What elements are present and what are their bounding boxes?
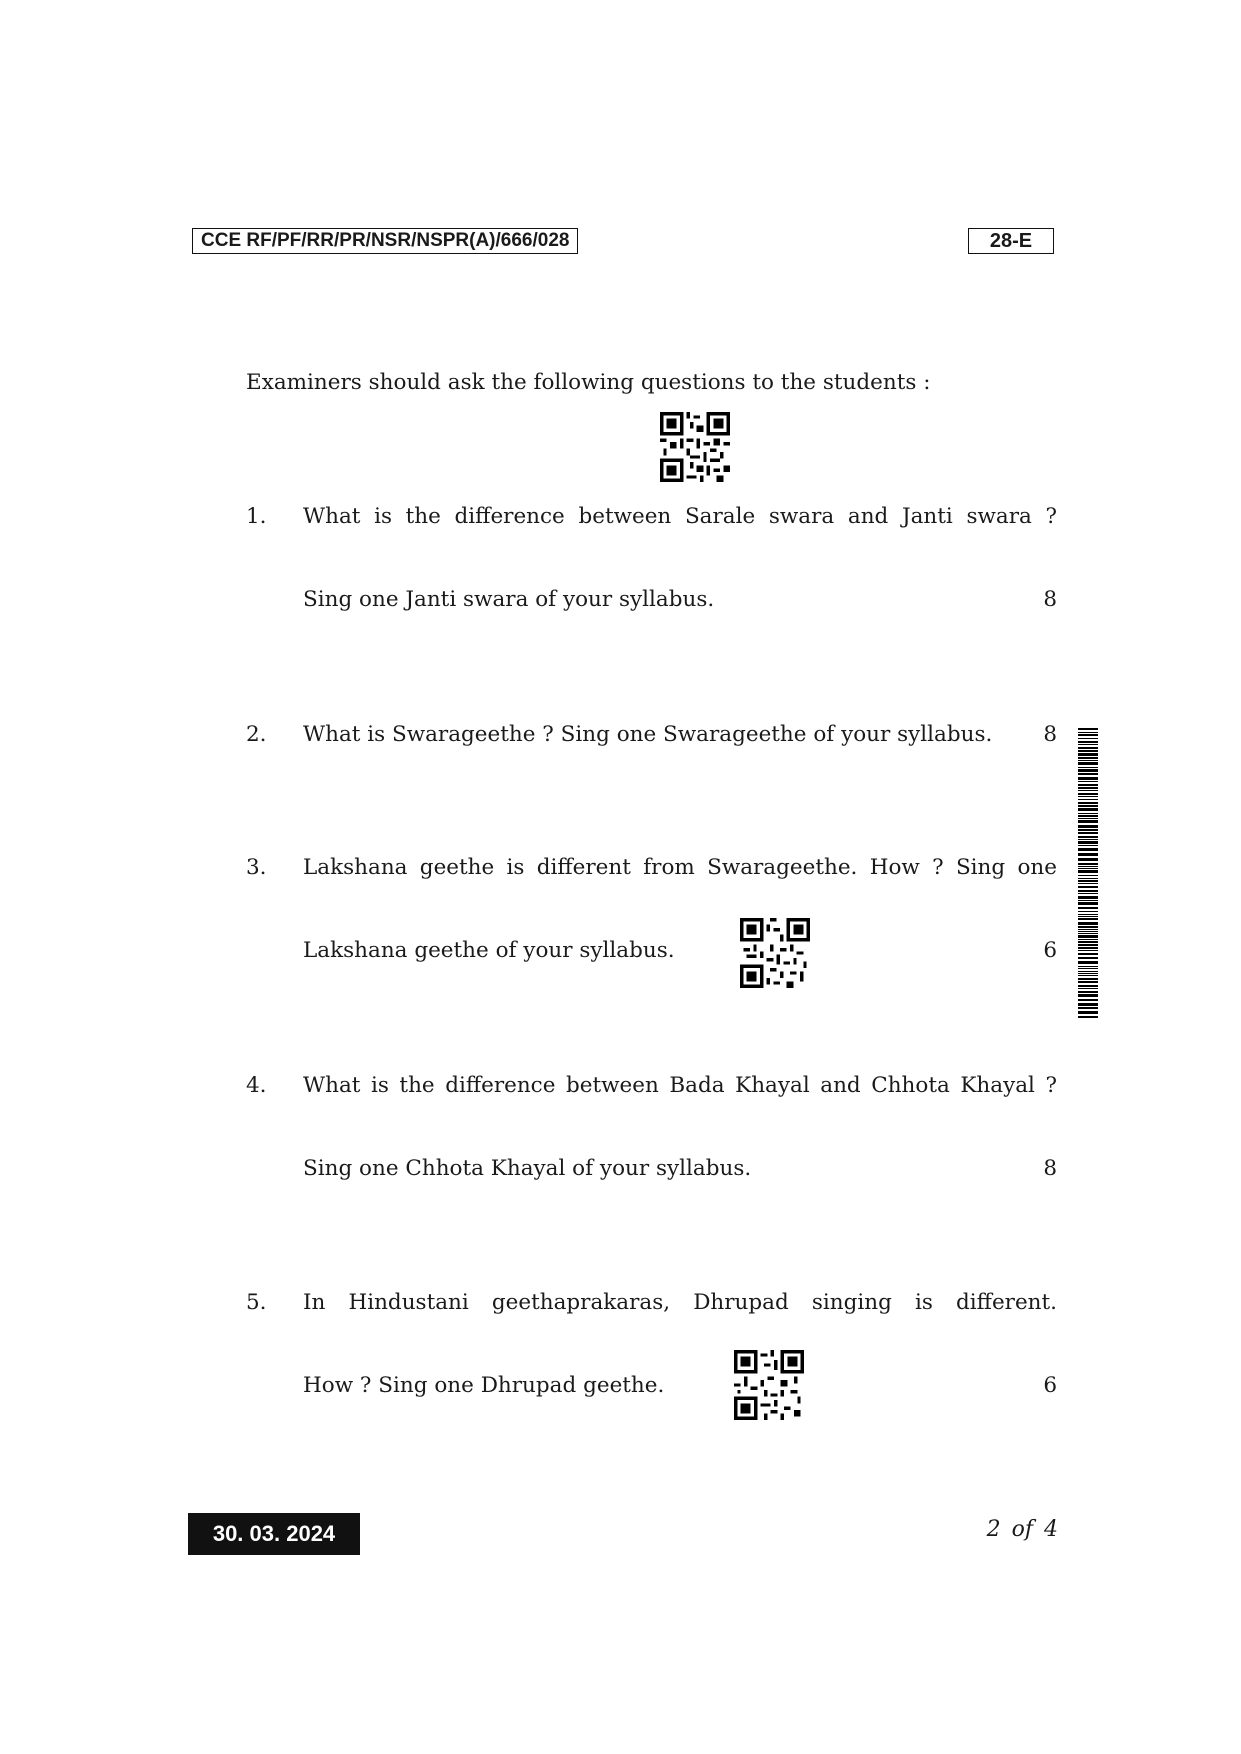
barcode-icon	[1078, 728, 1098, 1018]
paper-code-label: 28-E	[968, 228, 1054, 254]
instructions-text: Examiners should ask the following questions to the students :	[246, 370, 931, 395]
exam-code-label: CCE RF/PF/RR/PR/NSR/NSPR(A)/666/028	[192, 228, 578, 254]
question-text: How ? Sing one Dhrupad geethe.	[303, 1373, 665, 1398]
question-text: Sing one Chhota Khayal of your syllabus.	[303, 1156, 752, 1181]
question-text: What is the difference between Sarale swara and Janti swara ?	[303, 504, 1057, 529]
question-marks: 6	[1043, 938, 1057, 963]
qr-code-icon	[660, 412, 730, 486]
question-text: What is Swarageethe ? Sing one Swarageethe of your syllabus.	[303, 722, 993, 747]
question-number: 5.	[246, 1290, 267, 1315]
question-number: 4.	[246, 1073, 267, 1098]
question-text: Lakshana geethe is different from Swarageethe. How ? Sing one	[303, 855, 1057, 880]
exam-date-badge: 30. 03. 2024	[188, 1513, 360, 1555]
question-text: In Hindustani geethaprakaras, Dhrupad singing is different.	[303, 1290, 1057, 1315]
question-text: What is the difference between Bada Khayal and Chhota Khayal ?	[303, 1073, 1057, 1098]
page-indicator: 2 of 4	[986, 1517, 1058, 1542]
question-number: 3.	[246, 855, 267, 880]
question-number: 2.	[246, 722, 267, 747]
question-marks: 6	[1043, 1373, 1057, 1398]
question-text: Lakshana geethe of your syllabus.	[303, 938, 675, 963]
question-marks: 8	[1043, 1156, 1057, 1181]
question-number: 1.	[246, 504, 267, 529]
qr-code-icon	[740, 918, 810, 992]
question-text: Sing one Janti swara of your syllabus.	[303, 587, 715, 612]
question-marks: 8	[1043, 722, 1057, 747]
question-marks: 8	[1043, 587, 1057, 612]
qr-code-icon	[734, 1350, 804, 1424]
